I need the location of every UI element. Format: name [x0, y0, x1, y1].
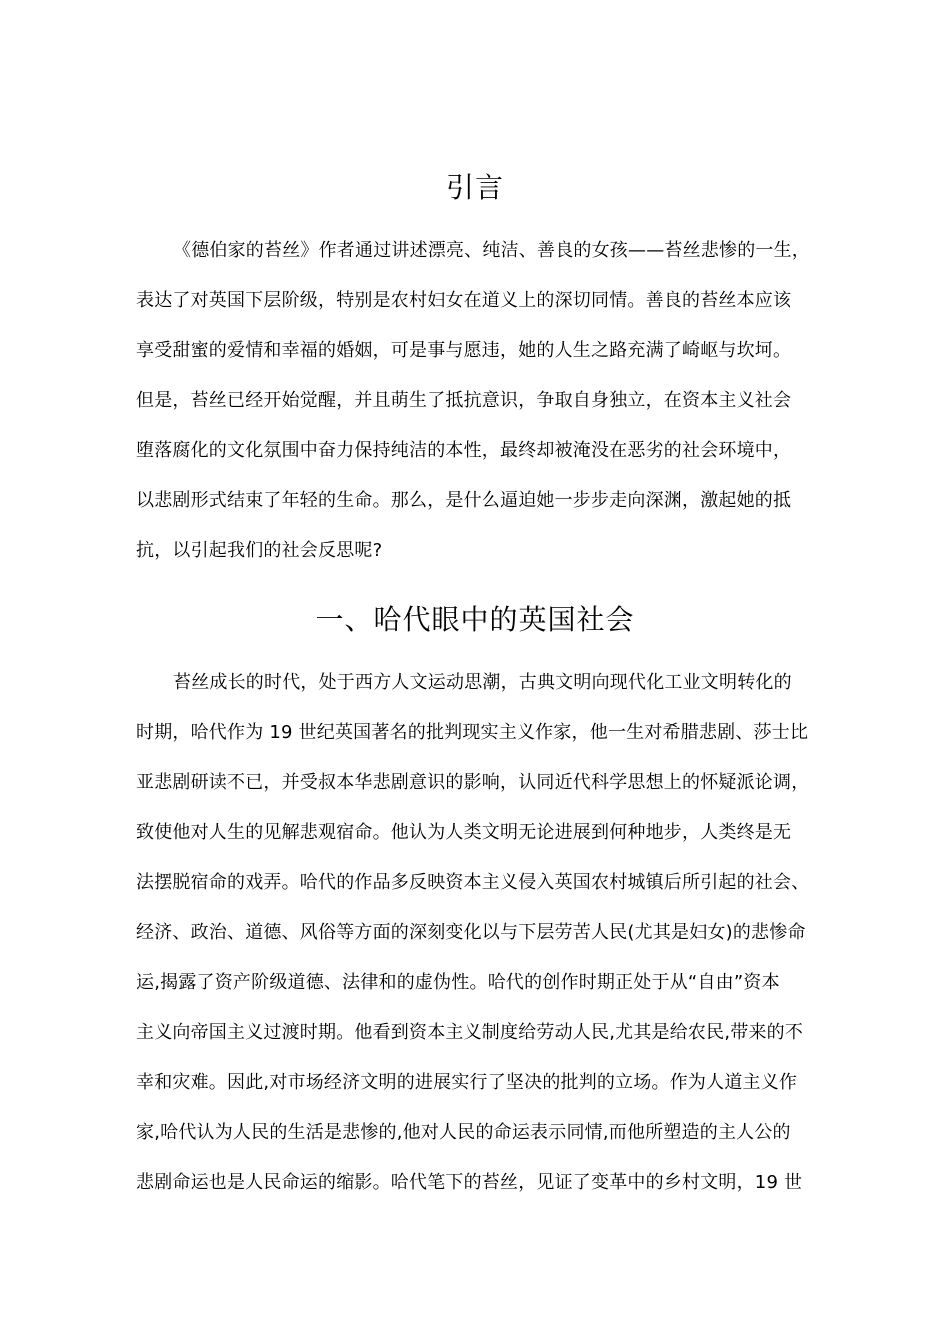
paragraph-line: 法摆脱宿命的戏弄。哈代的作品多反映资本主义侵入英国农村城镇后所引起的社会、 [136, 872, 810, 893]
paragraph-line: 《德伯家的苔丝》作者通过讲述漂亮、纯洁、善良的女孩——苔丝悲惨的一生， [173, 240, 810, 261]
paragraph-line: 堕落腐化的文化氛围中奋力保持纯洁的本性，最终却被淹没在恶劣的社会环境中， [136, 440, 792, 461]
paragraph-line: 主义向帝国主义过渡时期。他看到资本主义制度给劳动人民,尤其是给农民,带来的不 [136, 1022, 804, 1043]
paragraph-line: 苔丝成长的时代，处于西方人文运动思潮，古典文明向现代化工业文明转化的 [173, 672, 792, 693]
section-title-introduction: 引言 [445, 171, 504, 204]
paragraph-line: 致使他对人生的见解悲观宿命。他认为人类文明无论进展到何种地步，人类终是无 [136, 822, 792, 843]
paragraph-line: 表达了对英国下层阶级，特别是农村妇女在道义上的深切同情。善良的苔丝本应该 [136, 290, 792, 311]
paragraph-line: 时期，哈代作为 19 世纪英国著名的批判现实主义作家，他一生对希腊悲剧、莎士比 [136, 722, 809, 743]
paragraph-line: 悲剧命运也是人民命运的缩影。哈代笔下的苔丝，见证了变革中的乡村文明，19 世 [136, 1172, 803, 1193]
paragraph-line: 享受甜蜜的爱情和幸福的婚姻，可是事与愿违，她的人生之路充满了崎岖与坎坷。 [136, 340, 792, 361]
paragraph-line: 但是，苔丝已经开始觉醒，并且萌生了抵抗意识，争取自身独立，在资本主义社会 [136, 390, 792, 411]
paragraph-line: 经济、政治、道德、风俗等方面的深刻变化以与下层劳苦人民(尤其是妇女)的悲惨命 [136, 922, 806, 943]
paragraph-line: 幸和灾难。因此,对市场经济文明的进展实行了坚决的批判的立场。作为人道主义作 [136, 1072, 798, 1093]
paragraph-line: 家,哈代认为人民的生活是悲惨的,他对人民的命运表示同情,而他所塑造的主人公的 [136, 1122, 791, 1143]
paragraph-line: 运,揭露了资产阶级道德、法律和的虚伪性。哈代的创作时期正处于从“自由”资本 [136, 972, 780, 993]
paragraph-line: 以悲剧形式结束了年轻的生命。那么，是什么逼迫她一步步走向深渊，激起她的抵 [136, 490, 792, 511]
section-title-english-society: 一、哈代眼中的英国社会 [315, 603, 635, 636]
paragraph-line: 亚悲剧研读不已，并受叔本华悲剧意识的影响，认同近代科学思想上的怀疑派论调， [136, 772, 810, 793]
paragraph-line: 抗，以引起我们的社会反思呢? [136, 540, 383, 561]
